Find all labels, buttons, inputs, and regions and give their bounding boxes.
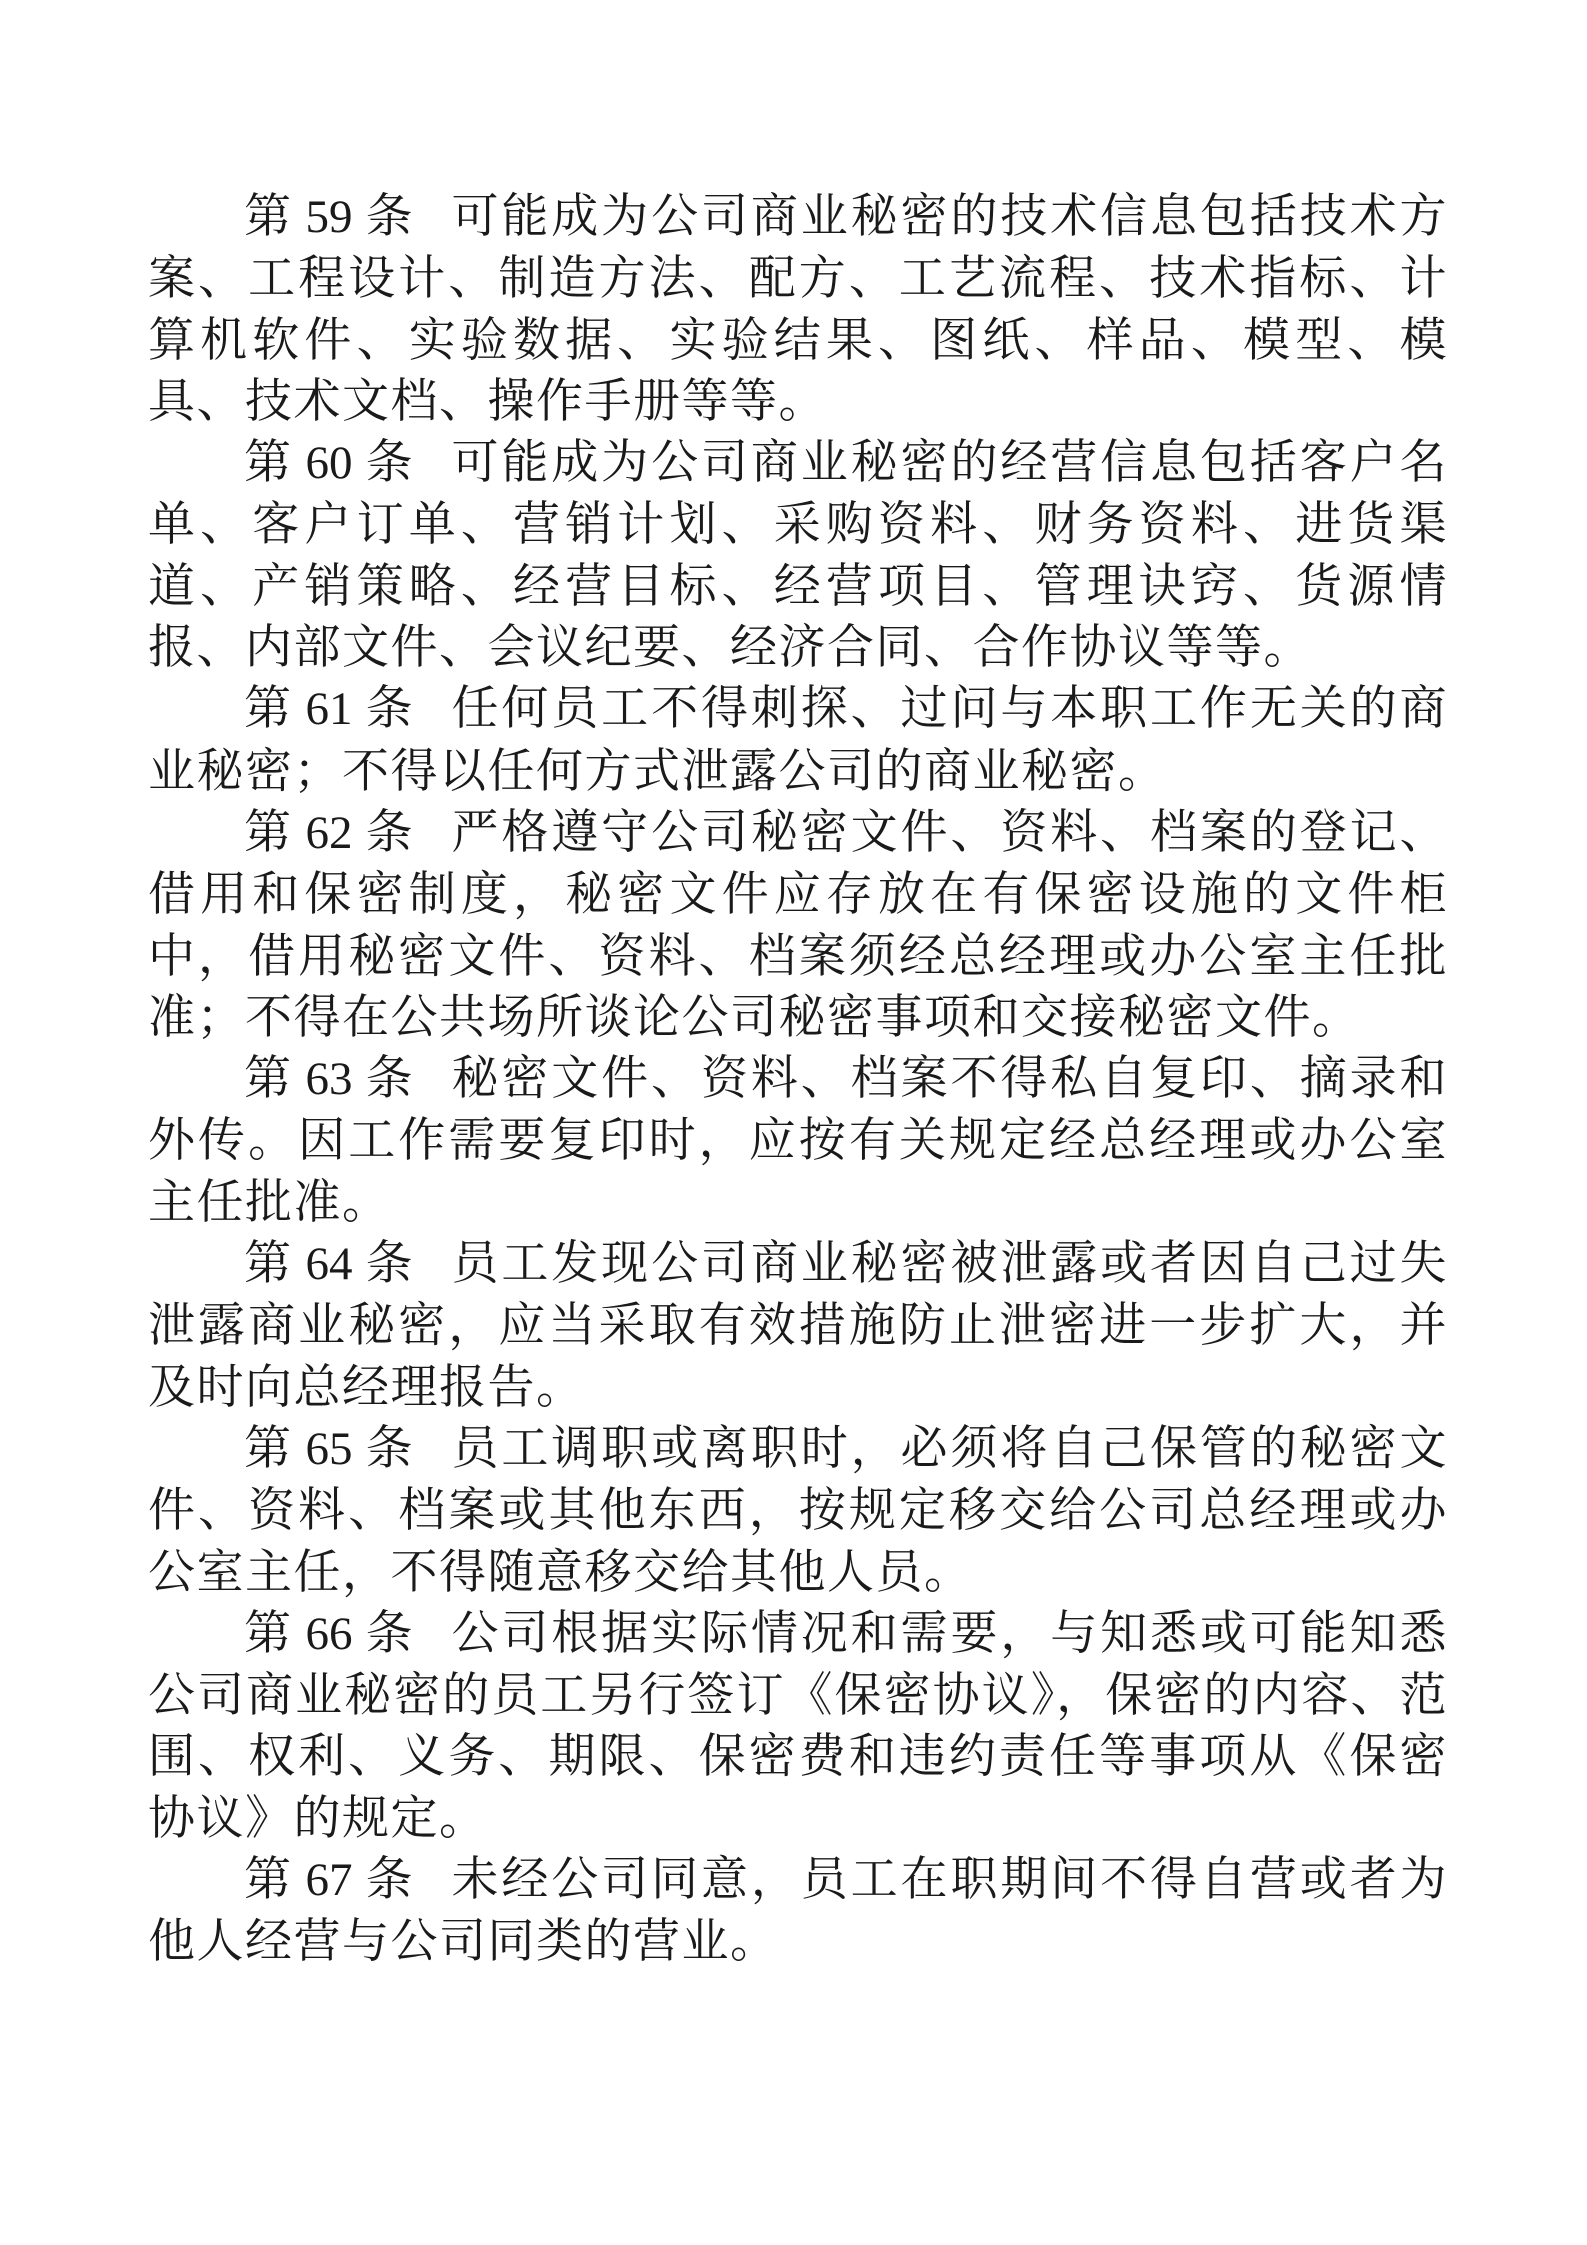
article-number: 第 61 条 xyxy=(244,683,415,736)
article-61 xyxy=(148,678,1448,802)
article-number: 第 62 条 xyxy=(244,806,415,859)
document-page xyxy=(148,186,1448,1973)
article-text: 可能成为公司商业秘密的技术信息包括技术方案、工程设计、制造方法、配方、工艺流程、技术指标、计算机软件、实验数据、实验结果、图纸、样品、模型、模具、技术文档、操作手册等等。 xyxy=(148,189,1449,429)
article-64 xyxy=(148,1233,1448,1418)
article-59 xyxy=(148,186,1448,432)
article-text: 严格遵守公司秘密文件、资料、档案的登记、借用和保密制度，秘密文件应存放在有保密设施的文件柜中，借用秘密文件、资料、档案须经总经理或办公室主任批准；不得在公共场所谈论公司秘密事项和交接秘密文件。 xyxy=(148,804,1449,1045)
article-number: 第 63 条 xyxy=(244,1053,415,1106)
article-63 xyxy=(148,1048,1448,1233)
article-text: 员工发现公司商业秘密被泄露或者因自己过失泄露商业秘密，应当采取有效措施防止泄密进一步扩大，并及时向总经理报告。 xyxy=(148,1236,1449,1415)
article-number: 第 60 条 xyxy=(244,437,415,490)
article-text: 公司根据实际情况和需要，与知悉或可能知悉公司商业秘密的员工另行签订《保密协议》，保密的内容、范围、权利、义务、期限、保密费和违约责任等事项从《保密协议》的规定。 xyxy=(148,1605,1449,1846)
article-60 xyxy=(148,432,1448,678)
article-text: 秘密文件、资料、档案不得私自复印、摘录和外传。因工作需要复印时，应按有关规定经总经理或办公室主任批准。 xyxy=(148,1051,1449,1230)
article-number: 第 64 条 xyxy=(244,1238,415,1291)
article-number: 第 67 条 xyxy=(244,1854,415,1907)
article-text: 员工调职或离职时，必须将自己保管的秘密文件、资料、档案或其他东西，按规定移交给公司总经理或办公室主任，不得随意移交给其他人员。 xyxy=(148,1420,1449,1600)
article-number: 第 59 条 xyxy=(244,191,415,243)
article-66 xyxy=(148,1603,1448,1849)
article-text: 可能成为公司商业秘密的经营信息包括客户名单、客户订单、营销计划、采购资料、财务资料、进货渠道、产销策略、经营目标、经营项目、管理诀窍、货源情报、内部文件、会议纪要、经济合同、合作协议等等。 xyxy=(148,435,1449,676)
article-67 xyxy=(148,1849,1448,1973)
article-text: 未经公司同意，员工在职期间不得自营或者为他人经营与公司同类的营业。 xyxy=(148,1852,1449,1970)
article-number: 第 66 条 xyxy=(244,1607,415,1660)
article-62 xyxy=(148,802,1448,1048)
article-65 xyxy=(148,1418,1448,1603)
article-text: 任何员工不得刺探、过问与本职工作无关的商业秘密；不得以任何方式泄露公司的商业秘密。 xyxy=(148,681,1449,799)
article-number: 第 65 条 xyxy=(244,1422,415,1475)
